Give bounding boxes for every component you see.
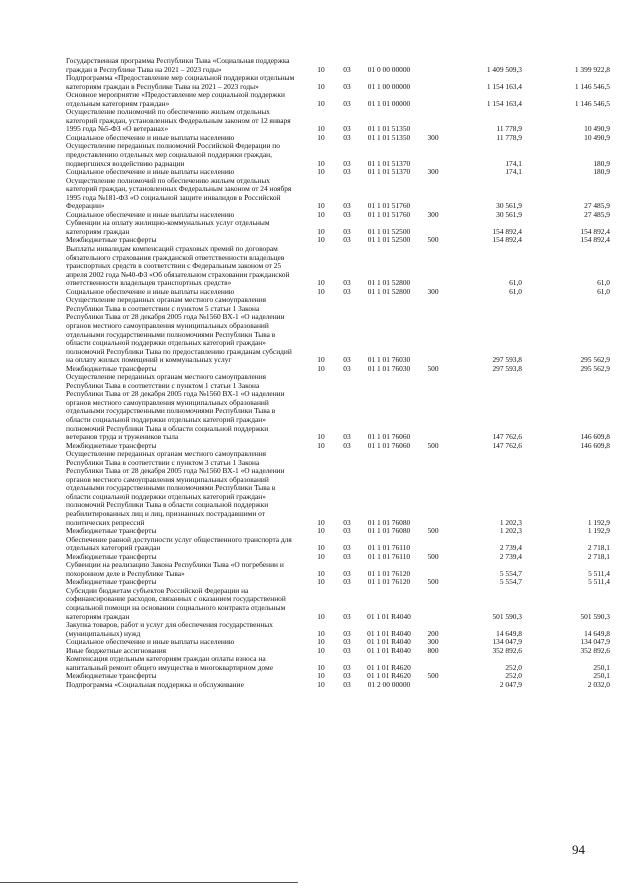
budget-table-body (66, 57, 610, 689)
row-value-1: 352 892,6 (492, 645, 522, 655)
row-value-1: 154 892,4 (492, 226, 522, 236)
row-subsection: 03 (343, 662, 351, 672)
row-name: Социальное обеспечение и иные выплаты населению (66, 167, 235, 177)
row-expense-type (418, 536, 448, 553)
row-name: Осуществление полномочий по обеспечению жильем отдельных категорий граждан, установленных Федеральным законом от 24 ноября 1995 года №181-ФЗ «О социальной защите инвалидов в Российской Федерации» (66, 175, 292, 211)
row-value-2: 1 146 546,5 (574, 98, 610, 108)
row-name: Межбюджетные трансферты (66, 551, 157, 561)
table-row (66, 108, 610, 134)
row-value-2: 5 511,4 (588, 568, 610, 578)
row-name: Обеспечение равной доступности услуг общественного транспорта для отдельных категорий граждан (66, 534, 292, 553)
row-section: 10 (317, 363, 325, 373)
row-expense-type (418, 57, 448, 74)
row-section: 10 (317, 201, 325, 211)
row-target-item: 01 1 01 00000 (367, 98, 411, 108)
row-section: 10 (317, 551, 325, 561)
table-row (66, 536, 610, 553)
row-section: 10 (317, 440, 325, 450)
row-section: 10 (317, 671, 325, 681)
row-value-2: 61,0 (597, 278, 610, 288)
row-subsection: 03 (343, 81, 351, 91)
table-row (66, 245, 610, 288)
row-value-2: 2 718,1 (587, 551, 610, 561)
row-value-2: 1 192,9 (587, 526, 610, 536)
row-subsection: 03 (343, 278, 351, 288)
row-expense-type: 300 (427, 286, 439, 296)
row-name: Социальное обеспечение и иные выплаты населению (66, 286, 235, 296)
table-row (66, 655, 610, 672)
row-expense-type: 500 (427, 551, 439, 561)
row-subsection: 03 (343, 98, 351, 108)
row-name: Межбюджетные трансферты (66, 526, 157, 536)
row-section: 10 (317, 568, 325, 578)
row-target-item: 01 1 01 52800 (367, 286, 411, 296)
row-section: 10 (317, 124, 325, 134)
row-value-1: 134 047,9 (492, 637, 522, 647)
row-value-2: 295 562,9 (580, 355, 610, 365)
row-value-1: 11 778,9 (496, 124, 522, 134)
row-value-2: 5 511,4 (588, 577, 610, 587)
row-target-item: 01 1 01 76080 (367, 517, 411, 527)
row-expense-type: 300 (427, 209, 439, 219)
row-value-1: 147 762,6 (492, 440, 522, 450)
row-target-item: 01 1 01 51370 (367, 158, 411, 168)
row-value-2: 250,1 (593, 671, 610, 681)
row-expense-type: 300 (427, 637, 439, 647)
table-row (66, 373, 610, 441)
row-expense-type: 500 (427, 363, 439, 373)
row-value-1: 11 778,9 (496, 132, 522, 142)
row-expense-type: 500 (427, 577, 439, 587)
row-target-item: 01 0 00 00000 (367, 64, 411, 74)
row-section: 10 (317, 637, 325, 647)
row-subsection: 03 (343, 543, 351, 553)
row-name: Осуществление переданных органам местного самоуправления Республики Тыва в соответствии с пунктом 1 статьи 1 Закона Республики Тыва от 28 декабря 2005 года №1560 ВХ-1 «О наделении органов местного самоуправления муниципальных образований отдельными государственными полномочиями Республики Тыва в области социальной поддержки отдельных категорий граждан» полномочий Республики Тыва в области социальной поддержки ветеранов труда и тружеников тыла (66, 372, 285, 442)
row-name: Социальное обеспечение и иные выплаты населению (66, 637, 235, 647)
row-name: Субвенции на реализацию Закона Республики Тыва «О погребении и похоронном деле в Республике Тыва» (66, 560, 284, 578)
row-section: 10 (317, 132, 325, 142)
row-value-1: 2 739,4 (499, 551, 522, 561)
row-name: Осуществление переданных органам местного самоуправления Республики Тыва в соответствии с пунктом 3 статьи 1 Закона Республики Тыва от 28 декабря 2005 года №1560 ВХ-1 «О наделении органов местного самоуправления муниципальных образований отдельными государственными полномочиями Республики Тыва в области социальной поддержки отдельных категорий граждан» полномочий Республики Тыва в области социальной поддержки реабилитированных лиц и лиц, признанных пострадавшими от политических репрессий (66, 449, 285, 527)
page-number: 94 (572, 842, 585, 857)
row-section: 10 (317, 81, 325, 91)
row-expense-type: 500 (427, 440, 439, 450)
row-section: 10 (317, 167, 325, 177)
row-target-item: 01 1 01 R4040 (367, 637, 411, 647)
row-value-1: 252,0 (505, 662, 522, 672)
row-expense-type (418, 91, 448, 108)
row-target-item: 01 1 01 76060 (367, 432, 411, 442)
row-section: 10 (317, 517, 325, 527)
row-target-item: 01 1 01 51350 (367, 132, 411, 142)
row-value-2: 146 609,8 (580, 440, 610, 450)
row-name: Субвенции на оплату жилищно-коммунальных услуг отдельным категориям граждан (66, 218, 270, 236)
table-row (66, 450, 610, 527)
row-value-2: 2 718,1 (587, 543, 610, 553)
row-expense-type (418, 74, 448, 91)
budget-table (66, 57, 610, 689)
row-target-item: 01 1 01 76120 (367, 568, 411, 578)
row-section: 10 (317, 209, 325, 219)
row-section: 10 (317, 628, 325, 638)
row-value-2: 1 146 546,5 (574, 81, 610, 91)
row-target-item: 01 1 01 R4040 (367, 611, 411, 621)
row-name: Межбюджетные трансферты (66, 440, 157, 450)
row-name: Государственная программа Республики Тыва «Социальная поддержка граждан в Республике Тыва на 2021 – 2023 годы» (66, 56, 290, 74)
row-subsection: 03 (343, 526, 351, 536)
row-section: 10 (317, 526, 325, 536)
row-target-item: 01 1 01 R4620 (367, 671, 411, 681)
row-value-1: 5 554,7 (499, 568, 522, 578)
row-target-item: 01 1 01 76060 (367, 440, 411, 450)
row-expense-type (418, 450, 448, 527)
row-target-item: 01 1 01 76080 (367, 526, 411, 536)
row-value-2: 295 562,9 (580, 363, 610, 373)
row-name: Межбюджетные трансферты (66, 577, 157, 587)
row-expense-type: 800 (427, 645, 439, 655)
row-value-1: 14 649,8 (496, 628, 522, 638)
table-row (66, 587, 610, 621)
row-section: 10 (317, 158, 325, 168)
row-value-2: 14 649,8 (584, 628, 610, 638)
row-value-1: 1 409 509,3 (486, 64, 522, 74)
row-name: Подпрограмма «Социальная поддержка и обслуживание (66, 679, 244, 689)
row-section: 10 (317, 543, 325, 553)
row-section: 10 (317, 278, 325, 288)
row-name: Социальное обеспечение и иные выплаты населению (66, 209, 235, 219)
row-value-2: 61,0 (597, 286, 610, 296)
row-target-item: 01 1 01 52500 (367, 235, 411, 245)
row-value-1: 2 047,9 (499, 679, 522, 689)
row-name: Осуществление переданных полномочий Российской Федерации по предоставлению отдельных мер социальной поддержки граждан, подвергшихся воздействию радиации (66, 141, 280, 168)
row-value-1: 501 590,3 (492, 611, 522, 621)
row-value-2: 10 490,9 (584, 124, 610, 134)
row-section: 10 (317, 577, 325, 587)
row-name: Осуществление переданных органам местного самоуправления Республики Тыва в соответствии с пунктом 5 статьи 1 Закона Республики Тыва от 28 декабря 2005 года №1560 ВХ-1 «О наделении органов местного самоуправления муниципальных образований отдельными государственными полномочиями Республики Тыва в области социальной поддержки отдельных категорий граждан» полномочий Республики Тыва по предоставлению гражданам субсидий на оплату жилых помещений и коммунальных услуг (66, 295, 292, 365)
row-subsection: 03 (343, 235, 351, 245)
row-section: 10 (317, 645, 325, 655)
table-row (66, 561, 610, 578)
row-target-item: 01 2 00 00000 (367, 679, 411, 689)
row-value-1: 1 202,3 (499, 517, 522, 527)
row-target-item: 01 1 01 51350 (367, 124, 411, 134)
row-target-item: 01 1 01 76030 (367, 363, 411, 373)
table-row (66, 621, 610, 638)
row-value-1: 1 154 163,4 (486, 81, 522, 91)
row-expense-type: 300 (427, 132, 439, 142)
table-row (66, 57, 610, 74)
row-section: 10 (317, 662, 325, 672)
row-value-1: 30 561,9 (496, 201, 522, 211)
row-subsection: 03 (343, 517, 351, 527)
row-name: Межбюджетные трансферты (66, 235, 157, 245)
row-subsection: 03 (343, 671, 351, 681)
row-value-2: 146 609,8 (580, 432, 610, 442)
row-value-1: 2 739,4 (499, 543, 522, 553)
row-section: 10 (317, 226, 325, 236)
row-value-2: 154 892,4 (580, 235, 610, 245)
row-target-item: 01 1 01 51760 (367, 201, 411, 211)
row-value-2: 180,9 (593, 167, 610, 177)
row-value-1: 1 202,3 (499, 526, 522, 536)
row-name: Основное мероприятие «Предоставление мер социальной поддержки отдельным категориям граждан» (66, 90, 285, 108)
row-name: Закупка товаров, работ и услуг для обеспечения государственных (муниципальных) нужд (66, 620, 273, 638)
row-value-1: 147 762,6 (492, 432, 522, 442)
row-expense-type: 500 (427, 526, 439, 536)
row-value-2: 501 590,3 (580, 611, 610, 621)
row-subsection: 03 (343, 679, 351, 689)
row-value-1: 252,0 (505, 671, 522, 681)
table-row (66, 74, 610, 91)
row-expense-type (418, 108, 448, 134)
row-subsection: 03 (343, 286, 351, 296)
row-expense-type (418, 296, 448, 364)
row-expense-type: 300 (427, 167, 439, 177)
row-subsection: 03 (343, 158, 351, 168)
row-section: 10 (317, 679, 325, 689)
row-value-1: 297 593,8 (492, 363, 522, 373)
row-section: 10 (317, 432, 325, 442)
row-subsection: 03 (343, 64, 351, 74)
row-expense-type: 200 (427, 628, 439, 638)
table-row (66, 219, 610, 236)
row-target-item: 01 1 01 76030 (367, 355, 411, 365)
row-subsection: 03 (343, 645, 351, 655)
row-name: Иные бюджетные ассигнования (66, 645, 167, 655)
row-value-1: 154 892,4 (492, 235, 522, 245)
row-name: Межбюджетные трансферты (66, 363, 157, 373)
row-subsection: 03 (343, 355, 351, 365)
row-subsection: 03 (343, 577, 351, 587)
row-value-1: 174,1 (505, 158, 522, 168)
row-expense-type (418, 373, 448, 441)
row-expense-type (418, 142, 448, 168)
table-row (66, 177, 610, 211)
footer-rule (0, 882, 298, 883)
table-row (66, 142, 610, 168)
row-name: Осуществление полномочий по обеспечению жильем отдельных категорий граждан, установленных Федеральным законом от 12 января 1995 года №5-ФЗ «О ветеранах» (66, 107, 291, 134)
row-target-item: 01 1 01 51370 (367, 167, 411, 177)
row-subsection: 03 (343, 628, 351, 638)
row-value-2: 250,1 (593, 662, 610, 672)
row-target-item: 01 1 01 76110 (367, 551, 411, 561)
table-row (66, 681, 610, 690)
row-name: Подпрограмма «Предоставление мер социальной поддержки отдельным категориям граждан в Республике Тыва на 2021 – 2023 годы» (66, 73, 295, 91)
row-value-2: 1 192,9 (587, 517, 610, 527)
row-expense-type: 500 (427, 235, 439, 245)
row-value-2: 27 485,9 (584, 201, 610, 211)
row-section: 10 (317, 611, 325, 621)
row-target-item: 01 1 01 R4620 (367, 662, 411, 672)
row-subsection: 03 (343, 209, 351, 219)
row-name: Компенсация отдельным категориям граждан оплаты взноса на капитальный ремонт общего имущества в многоквартирном доме (66, 654, 273, 672)
row-section: 10 (317, 355, 325, 365)
row-subsection: 03 (343, 440, 351, 450)
row-name: Выплаты инвалидам компенсаций страховых премий по договорам обязательного страхования гражданской ответственности владельцев транспортных средств в соответствии с Федеральным законом от 25 апреля 2002 года №40-ФЗ «Об обязательном страховании гражданской ответственности владельцев транспортных средств» (66, 244, 290, 288)
row-value-2: 180,9 (593, 158, 610, 168)
row-section: 10 (317, 235, 325, 245)
row-target-item: 01 1 01 76120 (367, 577, 411, 587)
row-value-2: 154 892,4 (580, 226, 610, 236)
row-value-2: 1 399 922,8 (574, 64, 610, 74)
row-expense-type (418, 245, 448, 288)
row-section: 10 (317, 286, 325, 296)
row-name: Социальное обеспечение и иные выплаты населению (66, 132, 235, 142)
row-subsection: 03 (343, 568, 351, 578)
row-section: 10 (317, 98, 325, 108)
row-value-2: 2 032,0 (587, 679, 610, 689)
row-subsection: 03 (343, 201, 351, 211)
row-value-1: 61,0 (509, 286, 522, 296)
row-subsection: 03 (343, 611, 351, 621)
row-value-1: 174,1 (505, 167, 522, 177)
row-subsection: 03 (343, 637, 351, 647)
row-expense-type (418, 655, 448, 672)
row-target-item: 01 1 00 00000 (367, 81, 411, 91)
row-expense-type: 500 (427, 671, 439, 681)
row-target-item: 01 1 01 76110 (367, 543, 411, 553)
row-target-item: 01 1 01 52500 (367, 226, 411, 236)
row-value-1: 5 554,7 (499, 577, 522, 587)
row-value-2: 27 485,9 (584, 209, 610, 219)
row-subsection: 03 (343, 551, 351, 561)
row-target-item: 01 1 01 R4040 (367, 645, 411, 655)
row-subsection: 03 (343, 124, 351, 134)
table-row (66, 91, 610, 108)
row-value-1: 30 561,9 (496, 209, 522, 219)
table-row (66, 296, 610, 364)
row-subsection: 03 (343, 432, 351, 442)
row-target-item: 01 1 01 52800 (367, 278, 411, 288)
row-value-2: 10 490,9 (584, 132, 610, 142)
row-name: Субсидии бюджетам субъектов Российской Федерации на софинансирование расходов, связанных с оказанием государственной социальной помощи на основании социального контракта отдельным категориям граждан (66, 585, 286, 621)
row-expense-type (418, 561, 448, 578)
row-expense-type (418, 219, 448, 236)
row-subsection: 03 (343, 132, 351, 142)
row-expense-type (418, 587, 448, 621)
row-target-item: 01 1 01 51760 (367, 209, 411, 219)
row-section: 10 (317, 64, 325, 74)
row-value-1: 297 593,8 (492, 355, 522, 365)
row-value-1: 61,0 (509, 278, 522, 288)
row-value-2: 134 047,9 (580, 637, 610, 647)
row-subsection: 03 (343, 226, 351, 236)
row-value-2: 352 892,6 (580, 645, 610, 655)
row-expense-type (418, 177, 448, 211)
row-expense-type (418, 681, 448, 690)
row-subsection: 03 (343, 363, 351, 373)
row-value-1: 1 154 163,4 (486, 98, 522, 108)
row-subsection: 03 (343, 167, 351, 177)
row-name: Межбюджетные трансферты (66, 671, 157, 681)
row-target-item: 01 1 01 R4040 (367, 628, 411, 638)
